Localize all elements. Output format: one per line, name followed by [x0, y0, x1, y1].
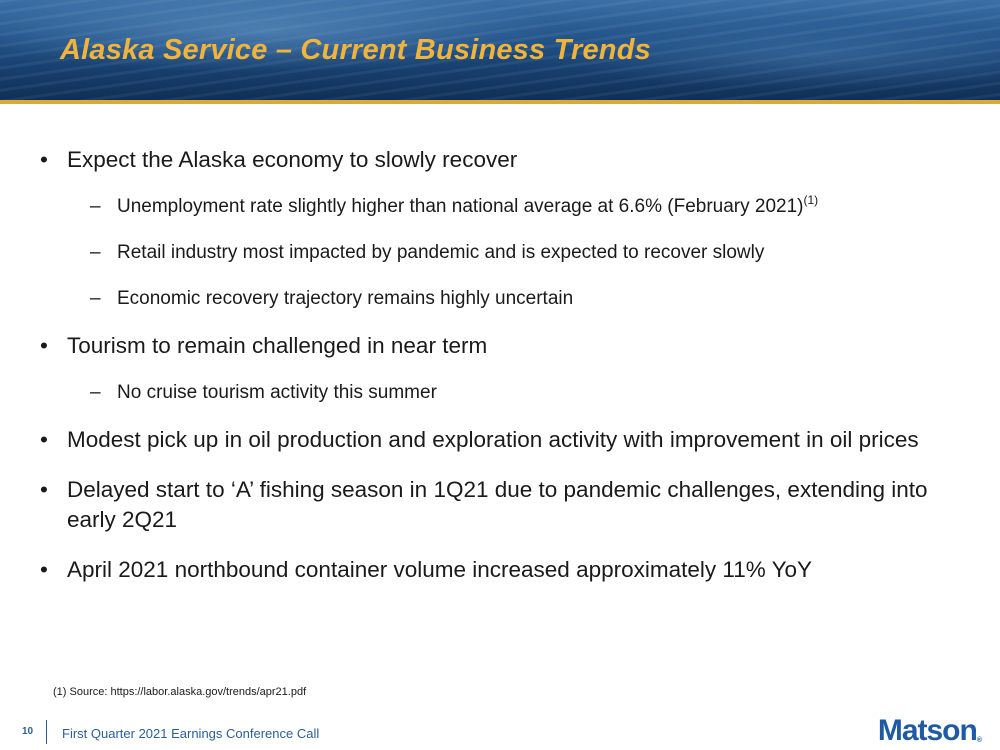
bullet-text: April 2021 northbound container volume increased approximately 11% YoY	[67, 557, 813, 582]
bullet-text: Modest pick up in oil production and exploration activity with improvement in oil prices	[67, 427, 919, 452]
sub-bullet-marker: –	[90, 288, 101, 309]
sub-bullet-text: Economic recovery trajectory remains highly uncertain	[117, 288, 574, 309]
footnote: (1) Source: https://labor.alaska.gov/trends/apr21.pdf	[53, 686, 307, 698]
bullet-item	[40, 425, 960, 455]
sub-bullet-text: Unemployment rate slightly higher than national average at 6.6% (February 2021)	[117, 196, 804, 217]
sub-bullet-item	[40, 195, 960, 219]
bullet-marker: •	[40, 477, 48, 502]
bullet-marker: •	[40, 147, 48, 172]
sub-bullet-item	[40, 241, 960, 265]
footer-divider	[46, 720, 47, 744]
sub-bullet-marker: –	[90, 196, 101, 217]
bullet-text: Expect the Alaska economy to slowly recover	[67, 147, 518, 172]
page-title: Alaska Service – Current Business Trends	[60, 34, 651, 66]
bullet-text: Delayed start to ‘A’ fishing season in 1Q21 due to pandemic challenges, extending into early 2Q21	[67, 477, 928, 532]
bullet-marker: •	[40, 427, 48, 452]
sub-bullet-text: Retail industry most impacted by pandemic and is expected to recover slowly	[117, 242, 765, 263]
registered-mark: ®	[976, 737, 982, 744]
sub-bullet-text: No cruise tourism activity this summer	[117, 382, 437, 403]
header-banner	[0, 0, 1000, 104]
sub-bullet-marker: –	[90, 382, 101, 403]
bullet-item	[40, 331, 960, 361]
footnote-ref: (1)	[803, 193, 819, 207]
bullet-list	[40, 145, 960, 585]
sub-bullet-marker: –	[90, 242, 101, 263]
sub-bullet-item	[40, 287, 960, 311]
footer-text: First Quarter 2021 Earnings Conference Call	[62, 726, 320, 741]
page-number: 10	[22, 726, 34, 737]
logo-wordmark: Matson	[877, 714, 977, 747]
bullet-item	[40, 475, 960, 535]
bullet-text: Tourism to remain challenged in near term	[67, 333, 488, 358]
bullet-marker: •	[40, 557, 48, 582]
bullet-item	[40, 145, 960, 175]
sub-bullet-item	[40, 381, 960, 405]
footer	[0, 714, 1000, 750]
bullet-marker: •	[40, 333, 48, 358]
bullet-item	[40, 555, 960, 585]
company-logo	[878, 714, 982, 748]
